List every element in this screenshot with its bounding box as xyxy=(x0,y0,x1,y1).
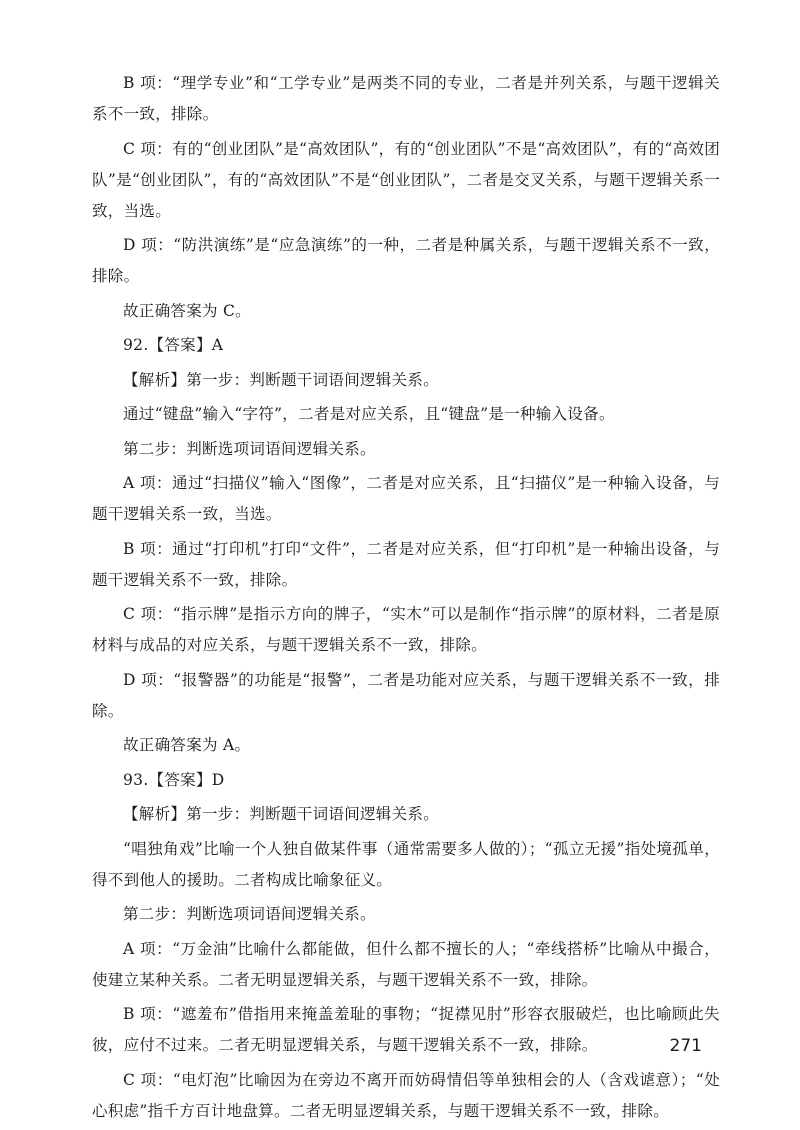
paragraph-option-b-q91: B 项：“理学专业”和“工学专业”是两类不同的专业，二者是并列关系，与题干逻辑关系不一致，排除。 xyxy=(92,74,720,123)
paragraph-option-a-q93: A 项：“万金油”比喻什么都能做，但什么都不擅长的人；“牵线搭桥”比喻从中撮合，使建立某种关系。二者无明显逻辑关系，与题干逻辑关系不一致，排除。 xyxy=(92,939,720,989)
analysis-stem-q92: 通过“键盘”输入“字符”，二者是对应关系，且“键盘”是一种输入设备。 xyxy=(123,405,615,423)
paragraph-conclusion-q92: 故正确答案为 A。 xyxy=(123,736,251,754)
paragraph-option-c-q91: C 项：有的“创业团队”是“高效团队”，有的“创业团队”不是“高效团队”，有的“高效团队”是“创业团队”，有的“高效团队”不是“创业团队”，二者是交叉关系，与题干逻辑关系一致，当选。 xyxy=(92,139,721,220)
page-content xyxy=(92,68,720,1130)
paragraph-option-a-q92: A 项：通过“扫描仪”输入“图像”，二者是对应关系，且“扫描仪”是一种输入设备，与题干逻辑关系一致，当选。 xyxy=(92,474,720,523)
page-number: 271 xyxy=(669,1036,702,1056)
analysis-step1-q93: 【解析】第一步：判断题干词语间逻辑关系。 xyxy=(123,805,440,823)
analysis-step2-q93: 第二步：判断选项词语间逻辑关系。 xyxy=(123,905,376,923)
analysis-step1-q92: 【解析】第一步：判断题干词语间逻辑关系。 xyxy=(123,370,440,389)
analysis-step2-q92: 第二步：判断选项词语间逻辑关系。 xyxy=(123,439,376,458)
paragraph-option-c-q93: C 项：“电灯泡”比喻因为在旁边不离开而妨碍情侣等单独相会的人（含戏谑意）；“处心积虑”指千方百计地盘算。二者无明显逻辑关系，与题干逻辑关系不一致，排除。 xyxy=(92,1070,720,1120)
paragraph-option-b-q92: B 项：通过“打印机”打印“文件”，二者是对应关系，但“打印机”是一种输出设备，与题干逻辑关系不一致，排除。 xyxy=(92,539,720,589)
answer-heading-q93: 93.【答案】D xyxy=(123,770,225,789)
paragraph-option-d-q91: D 项：“防洪演练”是“应急演练”的一种，二者是种属关系，与题干逻辑关系不一致，排除。 xyxy=(92,236,720,285)
paragraph-option-d-q92: D 项：“报警器”的功能是“报警”，二者是功能对应关系，与题干逻辑关系不一致，排除。 xyxy=(92,670,720,720)
answer-heading-q92: 92.【答案】A xyxy=(123,336,224,354)
paragraph-option-c-q92: C 项：“指示牌”是指示方向的牌子，“实木”可以是制作“指示牌”的原材料，二者是原材料与成品的对应关系，与题干逻辑关系不一致，排除。 xyxy=(92,605,720,654)
paragraph-conclusion-q91: 故正确答案为 C。 xyxy=(123,301,251,320)
paragraph-option-b-q93: B 项：“遮羞布”借指用来掩盖羞耻的事物；“捉襟见肘”形容衣服破烂，也比喻顾此失彼，应付不过来。二者无明显逻辑关系，与题干逻辑关系不一致，排除。 xyxy=(92,1005,720,1054)
analysis-stem-q93: “唱独角戏”比喻一个人独自做某件事（通常需要多人做的）；“孤立无援”指处境孤单，得不到他人的援助。二者构成比喻象征义。 xyxy=(92,839,720,889)
